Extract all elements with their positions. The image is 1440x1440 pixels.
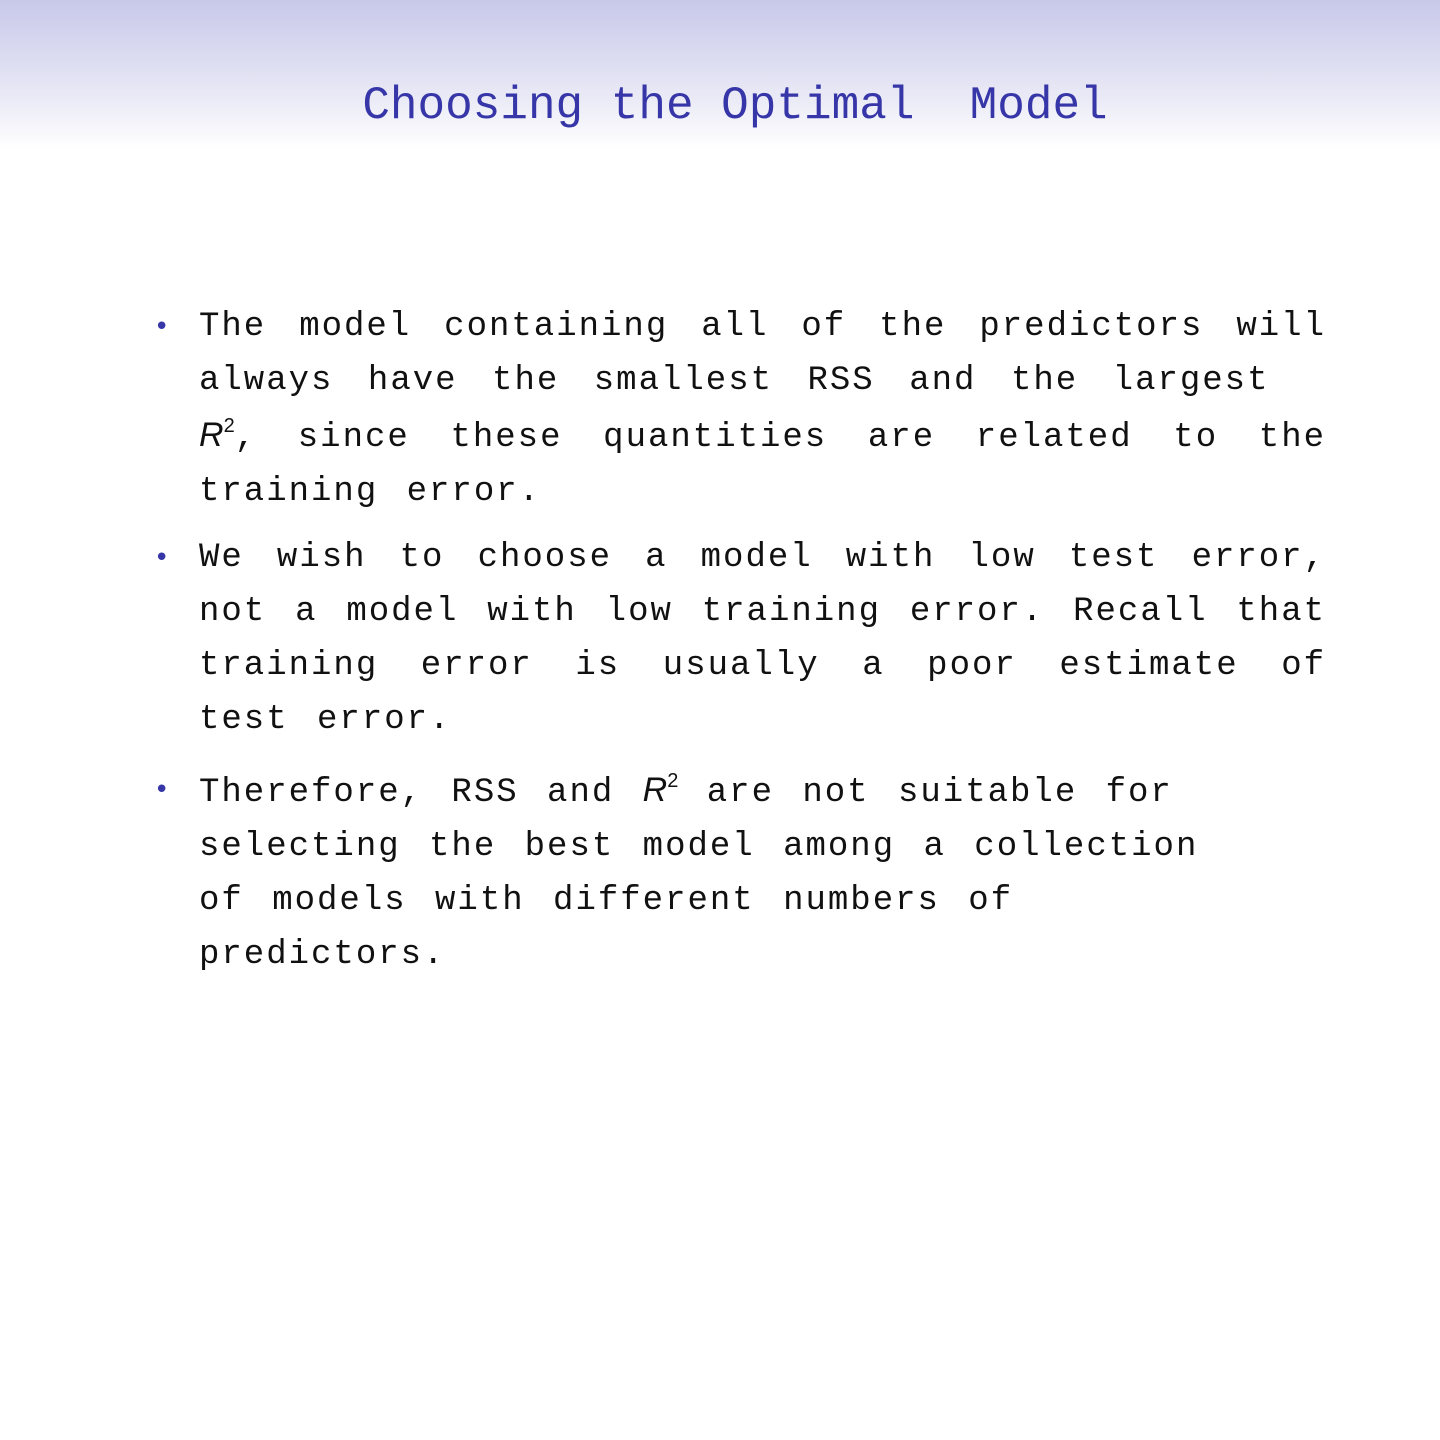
slide-title: Choosing the Optimal Model [362,80,1108,132]
bullet-item [150,300,1326,519]
bullet-list [150,300,1326,982]
bullet-marker-icon: • [154,543,172,573]
math-r-squared [199,416,235,454]
math-variable: R [642,771,668,809]
math-r-squared [643,771,679,809]
bullet-item [150,531,1326,747]
bullet-text: are not suitable for selecting the best model among a collection of models with different numbers of predictors. [199,774,1199,974]
math-superscript: 2 [667,770,679,792]
bullet-item [150,763,1326,982]
bullet-marker-icon: • [154,775,172,805]
math-superscript: 2 [223,415,235,437]
bullet-text: We wish to choose a model with low test error, not a model with low training error. Recall that training error is usually a poor estimate of test error. [199,539,1326,739]
math-variable: R [199,416,224,454]
bullet-text: , since these quantities are related to the training error. [199,419,1326,511]
bullet-text: The model containing all of the predictors will always have the smallest RSS and the largest [199,308,1326,400]
bullet-marker-icon: • [154,312,172,342]
bullet-text: Therefore, RSS and [199,774,643,812]
